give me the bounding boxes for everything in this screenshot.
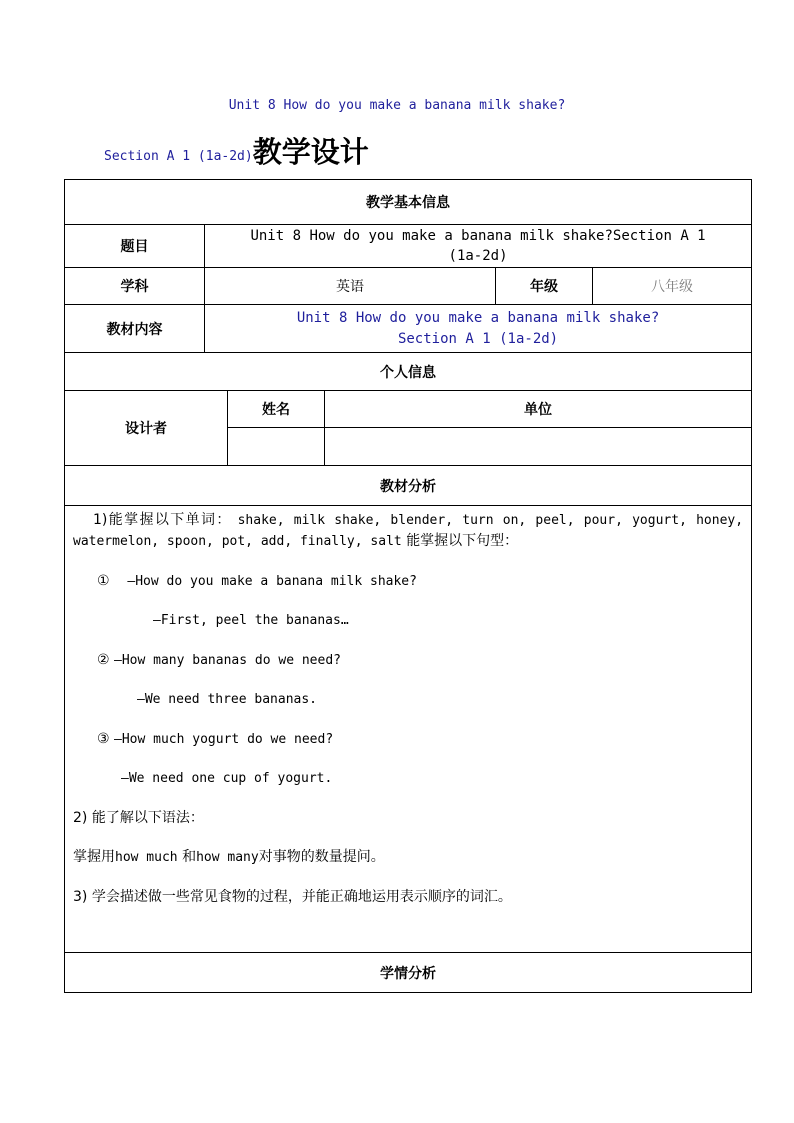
- analysis-paragraph-1: [73, 510, 743, 552]
- p3-text-a: 掌握用: [73, 849, 115, 865]
- s3-question: —How much yogurt do we need?: [114, 732, 334, 747]
- analysis-paragraph-2: 2) 能了解以下语法：: [73, 810, 204, 826]
- design-heading: 教学设计: [252, 135, 369, 169]
- grade-label: 年级: [496, 268, 593, 305]
- student-analysis-header: 学情分析: [65, 953, 752, 993]
- sentence-1-answer: —First, peel the bananas…: [153, 613, 349, 628]
- s2-number: ②: [97, 652, 110, 668]
- name-value[interactable]: [228, 428, 325, 466]
- p3-text-c: 和: [182, 849, 197, 865]
- unit-label: 单位: [325, 391, 752, 428]
- subtitle-line: [104, 130, 369, 171]
- p1-words: shake, milk shake, blender, turn on, peel, pour, yogurt, honey, watermelon, spoon, pot, add, finally, salt: [73, 513, 744, 549]
- grade-value: 八年级: [593, 268, 752, 305]
- analysis-paragraph-4: 3) 学会描述做一些常见食物的过程，并能正确地运用表示顺序的词汇。: [73, 889, 512, 905]
- material-line-2: Section A 1 (1a-2d): [397, 330, 559, 347]
- p3-text-e: 对事物的数量提问。: [258, 849, 385, 865]
- p3-how-many: how many: [196, 850, 259, 865]
- sentence-3-question: [73, 729, 743, 750]
- p1-suffix: 能掌握以下句型：: [406, 533, 519, 549]
- topic-label: 题目: [65, 225, 205, 268]
- sentence-2-answer: —We need three bananas.: [137, 692, 318, 707]
- material-line-1: Unit 8 How do you make a banana milk shake?: [296, 309, 660, 326]
- material-value: [205, 305, 752, 353]
- s1-number: ①: [97, 573, 110, 589]
- name-label: 姓名: [228, 391, 325, 428]
- p1-prefix: 1)能掌握以下单词：: [93, 512, 232, 528]
- unit-value[interactable]: [325, 428, 752, 466]
- analysis-paragraph-3: [73, 847, 743, 868]
- lesson-plan-table: [64, 179, 752, 993]
- s1-question: —How do you make a banana milk shake?: [127, 574, 417, 589]
- topic-value: [205, 225, 752, 268]
- section-label: Section A 1 (1a-2d): [104, 149, 253, 164]
- material-label: 教材内容: [65, 305, 205, 353]
- basic-info-header: 教学基本信息: [65, 180, 752, 225]
- document-title: Unit 8 How do you make a banana milk shake?: [228, 98, 566, 113]
- sentence-2-question: [73, 650, 743, 671]
- material-analysis-header: 教材分析: [65, 466, 752, 506]
- topic-line-2: (1a-2d): [448, 248, 508, 264]
- topic-line-1: Unit 8 How do you make a banana milk shake?Section A 1: [250, 228, 706, 244]
- personal-info-header: 个人信息: [65, 353, 752, 391]
- sentence-3-answer: —We need one cup of yogurt.: [121, 771, 333, 786]
- subject-value: 英语: [205, 268, 496, 305]
- designer-label: 设计者: [65, 391, 228, 466]
- s2-question: —How many bananas do we need?: [114, 653, 341, 668]
- p3-how-much: how much: [115, 850, 178, 865]
- material-analysis-body: [65, 506, 752, 953]
- sentence-1-question: [73, 571, 743, 592]
- subject-label: 学科: [65, 268, 205, 305]
- s3-number: ③: [97, 731, 110, 747]
